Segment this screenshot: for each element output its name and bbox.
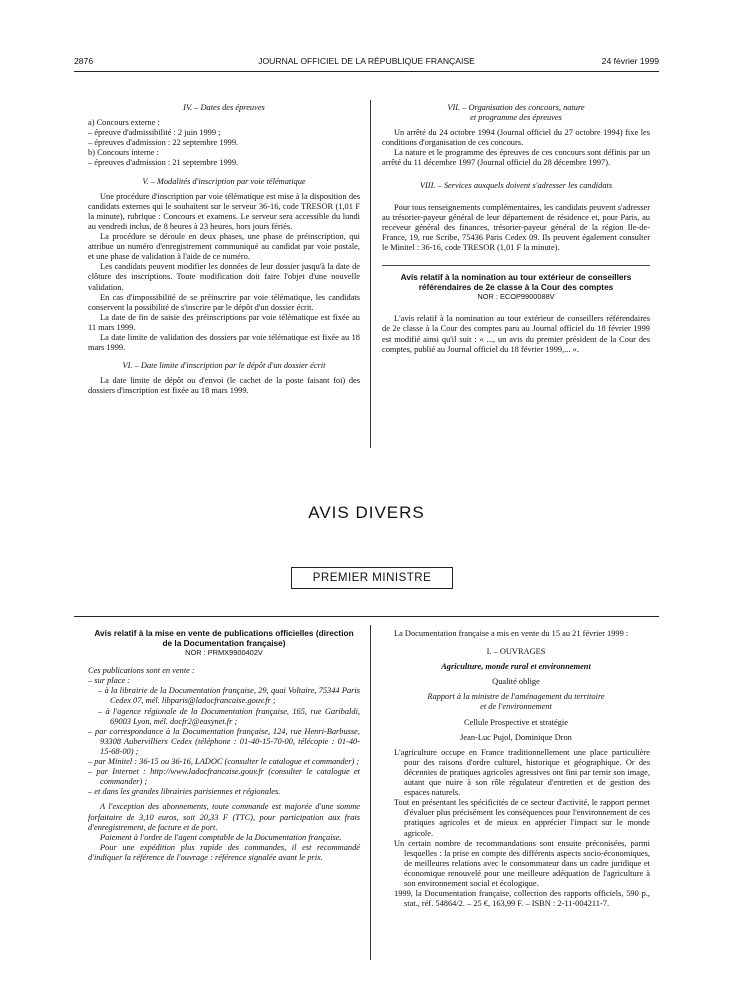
top-left-column xyxy=(88,103,360,396)
s7-paragraph: Un arrêté du 24 octobre 1994 (Journal officiel du 27 octobre 1994) fixe les conditions d'organisation de ces concours. xyxy=(382,128,650,148)
section-vii-title-2: et programme des épreuves xyxy=(470,113,562,123)
s4-line: a) Concours externe : xyxy=(88,118,160,128)
bottom-left-column xyxy=(88,629,360,863)
publications-paragraph: Pour une expédition plus rapide des commandes, il est recommandé d'indiquer la référence de l'ouvrage : référence signalée avant le prix. xyxy=(88,842,360,862)
s6-paragraph: La date limite de dépôt ou d'envoi (le cachet de la poste faisant foi) des dossiers d'inscription est fixée au 18 mars 1999. xyxy=(88,376,360,396)
bottom-right-column xyxy=(382,629,650,909)
journal-title: JOURNAL OFFICIEL DE LA RÉPUBLIQUE FRANÇAISE xyxy=(258,56,475,66)
s5-paragraph: Les candidats peuvent modifier les données de leur dossier jusqu'à la date de clôture des inscriptions. Toute modification doit faire l'objet d'une nouvelle validation. xyxy=(88,262,360,292)
book-paragraph: Tout en présentant les spécificités de ce secteur d'activité, le rapport permet d'évaluer plus précisément les conséquences pour l'environnement de ces pratiques agricoles et de mieux en apprécier l'impact sur le monde agricole. xyxy=(394,798,650,838)
book-paragraph: L'agriculture occupe en France traditionnellement une place particulière pour des raisons d'ordre culturel, historique et géographique. Or des décennies de pratiques agricoles agressives ont fini par ternir son image, autant que nuire à son rôle régulateur d'entretien et de gestion des espaces naturels. xyxy=(394,747,650,798)
section-iv-title: IV. – Dates des épreuves xyxy=(183,103,265,112)
nor-reference: NOR : ECOP9900088V xyxy=(477,292,555,302)
section-rule-bottom xyxy=(74,616,659,617)
top-right-column xyxy=(382,103,650,355)
s5-paragraph: La date de fin de saisie des préinscriptions par voie télématique est fixée au 11 mars 1999. xyxy=(88,312,360,332)
s5-paragraph: La date limite de validation des dossiers par voie télématique est fixée au 18 mars 1999. xyxy=(88,332,360,353)
sale-item: – à l'agence régionale de la Documentation française, 165, rue Garibaldi, 69003 Lyon, mél. docfr2@easynet.fr ; xyxy=(98,706,360,726)
s4-line: – épreuves d'admission : 21 septembre 1999. xyxy=(88,158,239,168)
ouvrages-heading: I. – OUVRAGES xyxy=(486,647,546,657)
premier-ministre-box: PREMIER MINISTRE xyxy=(291,567,453,589)
s4-line: b) Concours interne : xyxy=(88,148,159,158)
book-paragraph: Un certain nombre de recommandations sont ensuite préconisées, parmi lesquelles : la prise en compte des différents aspects socio-économiques, de meilleures relations avec le consommateur dans un cadre juridique et économique renouvelé pour une meilleure adéquation de l'agriculture à son environnement social et écologique. xyxy=(394,838,650,888)
category-heading: Agriculture, monde rural et environnement xyxy=(441,662,591,672)
sale-item: – à la librairie de la Documentation française, 29, quai Voltaire, 75344 Paris Cedex 07, mél. libparis@ladocfrancaise.gouv.fr ; xyxy=(98,686,360,706)
page-header xyxy=(74,56,659,70)
avis-nomination-title: Avis relatif à la nomination au tour extérieur de conseillers référendaires de 2e classe à la Cour des comptes xyxy=(400,272,632,292)
section-v-title: V. – Modalités d'inscription par voie télématique xyxy=(142,176,306,186)
header-rule xyxy=(74,71,659,72)
s5-paragraph: En cas d'impossibilité de se préinscrire par voie télématique, les candidats conservent la possibilité de s'inscrire par le dépôt d'un dossier écrit. xyxy=(88,292,360,312)
page-number: 2876 xyxy=(74,56,94,66)
s8-paragraph: Pour tous renseignements complémentaires, les candidats peuvent s'adresser au trésorier-payeur général de leur département de résidence et, pour Paris, au receveur général des finances, trésorier-payeur général de la région Ile-de-France, 19, rue Scribe, 75436 Paris Cedex 09. Ils peuvent également consulter le Minitel : 36-16, code TRESOR (1,01 F la minute). xyxy=(382,202,650,253)
avis-publications-title: Avis relatif à la mise en vente de publications officielles (direction de la Documentation française) xyxy=(94,628,354,648)
section-viii-title: VIII. – Services auxquels doivent s'adresser les candidats xyxy=(419,180,613,190)
sale-item: – et dans les grandes librairies parisiennes et régionales. xyxy=(88,787,281,797)
s5-paragraph: Une procédure d'inscription par voie télématique est mise à la disposition des candidats externes qui le souhaitent sur le serveur 36-16, code TRESOR (1,01 F la minute), rubrique : Concours et examens. Le serveur sera accessible du lundi au vendredi inclus, de 8 heures à 23 heures, hors jours fériés. xyxy=(88,191,360,231)
sale-item: – par correspondance à la Documentation française, 124, rue Henri-Barbusse, 93308 Aubervilliers Cedex (téléphone : 01-40-15-70-00, télécopie : 01-40-15-68-00) ; xyxy=(88,726,360,756)
publications-intro: Ces publications sont en vente : xyxy=(88,666,195,676)
s5-paragraph: La procédure se déroule en deux phases, une phase de préinscription, qui attribue un numéro d'enregistrement communiqué au candidat par voie postale, et une phase de validation à l'aide de ce numéro. xyxy=(88,232,360,262)
sale-intro: La Documentation française a mis en vente du 15 au 21 février 1999 : xyxy=(394,629,629,638)
column-divider-top xyxy=(370,100,371,448)
book-title: Qualité oblige xyxy=(492,677,540,687)
column-divider-bottom xyxy=(370,625,371,960)
s7-paragraph: La nature et le programme des épreuves de ces concours sont définis par un arrêté du 11 décembre 1997 (Journal officiel du 28 décembre 1997). xyxy=(382,148,650,168)
avis-divers-heading: AVIS DIVERS xyxy=(308,503,425,522)
s4-line: – épreuve d'admissibilité : 2 juin 1999 ; xyxy=(88,128,221,138)
avis-nomination-paragraph: L'avis relatif à la nomination au tour extérieur de conseillers référendaires de 2e classe à la Cour des comptes paru au Journal officiel du 18 février 1999 est modifié ainsi qu'il suit : « ..., un avis du premier président de la Cour des comptes, publié au Journal officiel du 18 février 1999,... ». xyxy=(382,314,650,354)
section-vii-title-1: VII. – Organisation des concours, nature xyxy=(447,103,585,112)
sale-item: – par Minitel : 36-15 ou 36-16, LADOC (consulter le catalogue et commander) ; xyxy=(88,757,360,767)
report-line-2: et de l'environnement xyxy=(480,702,552,712)
issue-date: 24 février 1999 xyxy=(601,56,659,66)
nor-reference: NOR : PRMX9900402V xyxy=(185,648,263,658)
publications-paragraph: A l'exception des abonnements, toute commande est majorée d'une somme forfaitaire de 3,10 euros, soit 20,33 F (TTC), pour participation aux frais d'enregistrement, de facture et de port. xyxy=(88,802,360,832)
sale-item: – sur place : xyxy=(88,676,131,686)
publications-paragraph: Paiement à l'ordre de l'agent comptable de la Documentation française. xyxy=(100,832,342,842)
cellule-line: Cellule Prospective et stratégie xyxy=(464,717,568,727)
sale-item: – par Internet : http://www.ladocfrancaise.gouv.fr (consulter le catalogue et commander) ; xyxy=(88,767,360,787)
s4-line: – épreuves d'admission : 22 septembre 1999. xyxy=(88,138,239,148)
authors-line: Jean-Luc Pujol, Dominique Dron xyxy=(460,732,572,742)
section-vi-title: VI. – Date limite d'inscription par le dépôt d'un dossier écrit xyxy=(122,361,326,371)
report-line-1: Rapport à la ministre de l'aménagement du territoire xyxy=(427,692,605,702)
book-reference: 1999, la Documentation française, collection des rapports officiels, 590 p., stat., réf. 54864/2. – 25 €, 163,99 F. – ISBN : 2-11-004211-7. xyxy=(394,889,650,909)
